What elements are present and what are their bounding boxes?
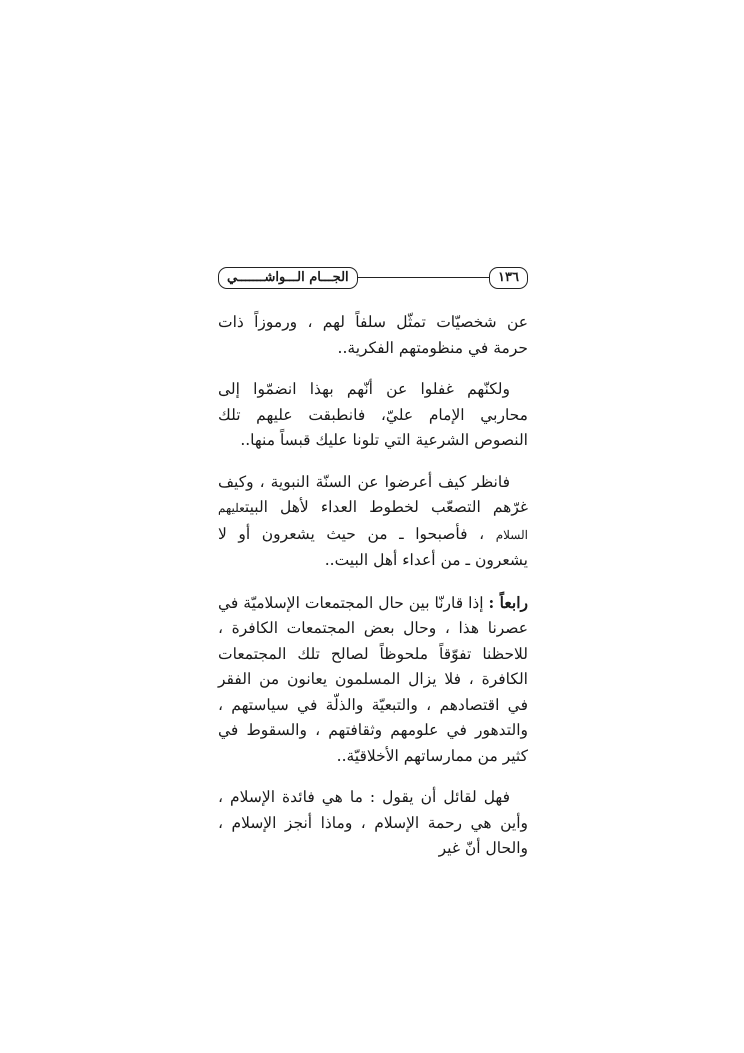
paragraph-text: ، فأصبحوا ـ من حيث يشعرون أو لا يشعرون ـ من أعداء أهل البيت.. [218,524,528,569]
paragraph-text: فانظر كيف أعرضوا عن السنّة النبوية ، وكيف غرّهم التصعّب لخطوط العداء لأهل البيت [218,472,528,516]
section-lead: رابعاً : [488,592,528,612]
paragraph-4 [218,590,528,770]
paragraph-text: فهل لقائل أن يقول : ما هي فائدة الإسلام ، وأين هي رحمة الإسلام ، وماذا أنجز الإسلام ، والحال أنّ غير [218,788,528,857]
paragraph-text: ولكنّهم غفلوا عن أنّهم بهذا انضمّوا إلى محاربي الإمام عليّ، فانطبقت عليهم تلك النصوص الشرعية التي تلونا عليك قبساً منها.. [218,380,528,449]
honorific-glyph: عليهم السلام [218,501,528,542]
page-number: ١٣٦ [489,267,528,289]
page-body [218,310,528,862]
paragraph-5 [218,785,528,862]
paragraph-2 [218,377,528,454]
paragraph-text: إذا قارنّا بين حال المجتمعات الإسلاميّة في عصرنا هذا ، وحال بعض المجتمعات الكافرة ، للاحظنا تفوّقاً ملحوظاً لصالح تلك المجتمعات الكافرة ، فلا يزال المسلمون يعانون من الفقر في اقتصادهم ، والتبعيّة والذلّة في سياستهم ، والتدهور في علومهم وثقافتهم ، والسقوط في كثير من ممارساتهم الأخلاقيّة.. [218,593,528,765]
running-title: الجـــام الـــواشـــــــي [218,267,358,289]
book-page [218,266,528,878]
paragraph-3 [218,470,528,574]
page-header [218,266,528,290]
paragraph-1 [218,310,528,361]
paragraph-text: عن شخصيّات تمثّل سلفاً لهم ، ورموزاً ذات حرمة في منظومتهم الفكرية.. [218,313,528,357]
